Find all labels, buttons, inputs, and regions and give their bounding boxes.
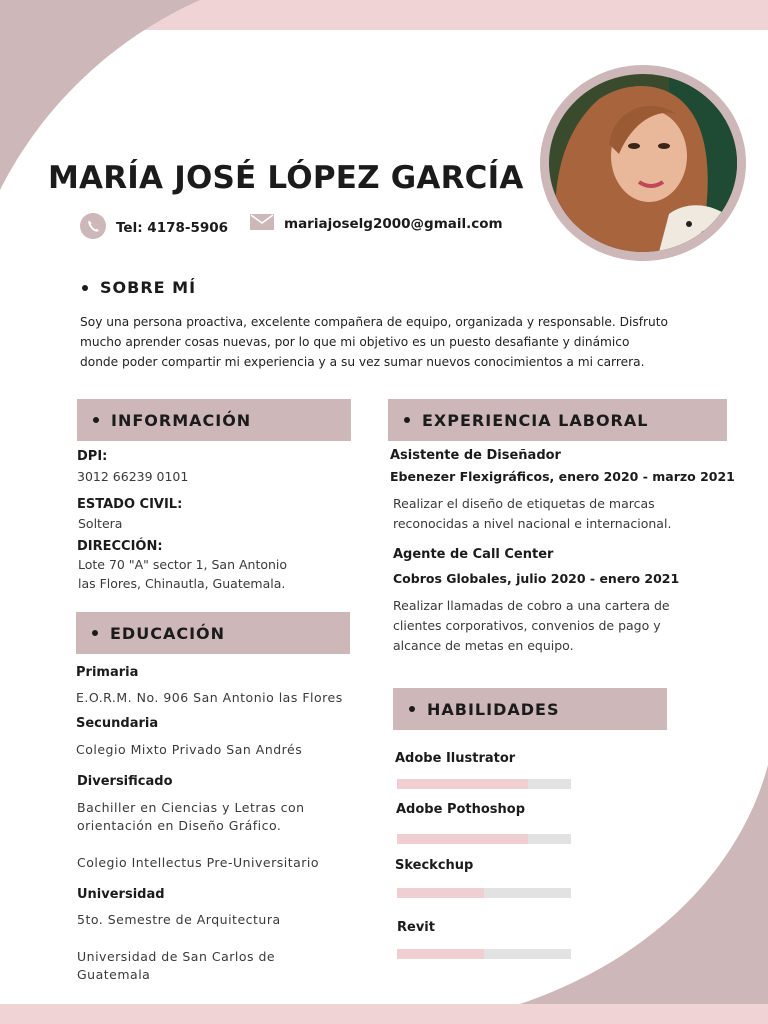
skill-name: Revit [397, 920, 435, 935]
job1-desc-2: reconocidas a nivel nacional e internacional. [393, 516, 672, 531]
bullet-icon [92, 630, 98, 636]
experience-heading: EXPERIENCIA LABORAL [388, 399, 727, 441]
job1-title: Asistente de Diseñador [390, 448, 561, 463]
bullet-icon [93, 417, 99, 423]
universidad-line-1: Universidad de San Carlos de [77, 949, 276, 964]
skill-bar-fill [397, 888, 484, 898]
skill-name: Skeckchup [395, 858, 474, 873]
job2-title: Agente de Call Center [393, 547, 554, 562]
dpi-value: 3012 66239 0101 [77, 469, 189, 484]
about-text: Soy una persona proactiva, excelente compañera de equipo, organizada y responsable. Disfruto mucho aprender cosas nuevas, por lo que mi objetivo es un puesto desafiante y dinámico donde poder compartir mi experiencia y a su vez sumar nuevos conocimientos a mi carrera. [80, 315, 669, 369]
skill-name: Adobe Pothoshop [396, 802, 526, 817]
address-label: DIRECCIÓN: [77, 539, 163, 554]
skill-bar-fill [397, 834, 528, 844]
about-heading: SOBRE MÍ [82, 278, 196, 297]
info-heading: INFORMACIÓN [77, 399, 351, 441]
job2-desc-3: alcance de metas en equipo. [393, 638, 574, 653]
primaria-label: Primaria [76, 665, 139, 680]
profile-photo [540, 65, 746, 261]
diversificado-school: Colegio Intellectus Pre-Universitario [77, 855, 320, 870]
universidad-line-2: Guatemala [77, 967, 151, 982]
job1-desc-1: Realizar el diseño de etiquetas de marcas [393, 496, 655, 511]
job2-company: Cobros Globales, julio 2020 - enero 2021 [393, 571, 680, 586]
bullet-icon [404, 417, 410, 423]
job2-desc-1: Realizar llamadas de cobro a una cartera de [393, 598, 670, 613]
civil-status-label: ESTADO CIVIL: [77, 497, 183, 512]
diversificado-line-2: orientación en Diseño Gráfico. [77, 818, 282, 833]
phone-number: Tel: 4178-5906 [116, 220, 229, 236]
candidate-name: MARÍA JOSÉ LÓPEZ GARCÍA [48, 160, 524, 196]
envelope-icon [250, 214, 274, 234]
email-contact [250, 214, 503, 234]
phone-contact [80, 213, 228, 243]
civil-status-value: Soltera [78, 516, 123, 531]
skill-name: Adobe Ilustrator [395, 751, 516, 766]
diversificado-line-1: Bachiller en Ciencias y Letras con [77, 800, 305, 815]
skill-bar-fill [397, 779, 528, 789]
skills-heading: HABILIDADES [393, 688, 667, 730]
email-address: mariajoselg2000@gmail.com [284, 216, 503, 232]
secundaria-value: Colegio Mixto Privado San Andrés [76, 742, 303, 757]
job1-company: Ebenezer Flexigráficos, enero 2020 - marzo 2021 [390, 469, 735, 484]
primaria-value: E.O.R.M. No. 906 San Antonio las Flores [76, 690, 343, 705]
job2-desc-2: clientes corporativos, convenios de pago y [393, 618, 661, 633]
secundaria-label: Secundaria [76, 716, 159, 731]
universidad-label: Universidad [77, 887, 165, 902]
address-line-1: Lote 70 "A" sector 1, San Antonio [78, 557, 288, 572]
skill-bar [397, 888, 571, 898]
diversificado-label: Diversificado [77, 774, 173, 789]
skill-bar [397, 834, 571, 844]
skill-bar-fill [397, 949, 484, 959]
bullet-icon [409, 706, 415, 712]
bullet-icon [82, 285, 88, 291]
skill-bar [397, 949, 571, 959]
skill-bar [397, 779, 571, 789]
education-heading: EDUCACIÓN [76, 612, 350, 654]
phone-icon [80, 213, 106, 243]
dpi-label: DPI: [77, 449, 108, 464]
address-line-2: las Flores, Chinautla, Guatemala. [78, 576, 286, 591]
universidad-value: 5to. Semestre de Arquitectura [77, 912, 281, 927]
